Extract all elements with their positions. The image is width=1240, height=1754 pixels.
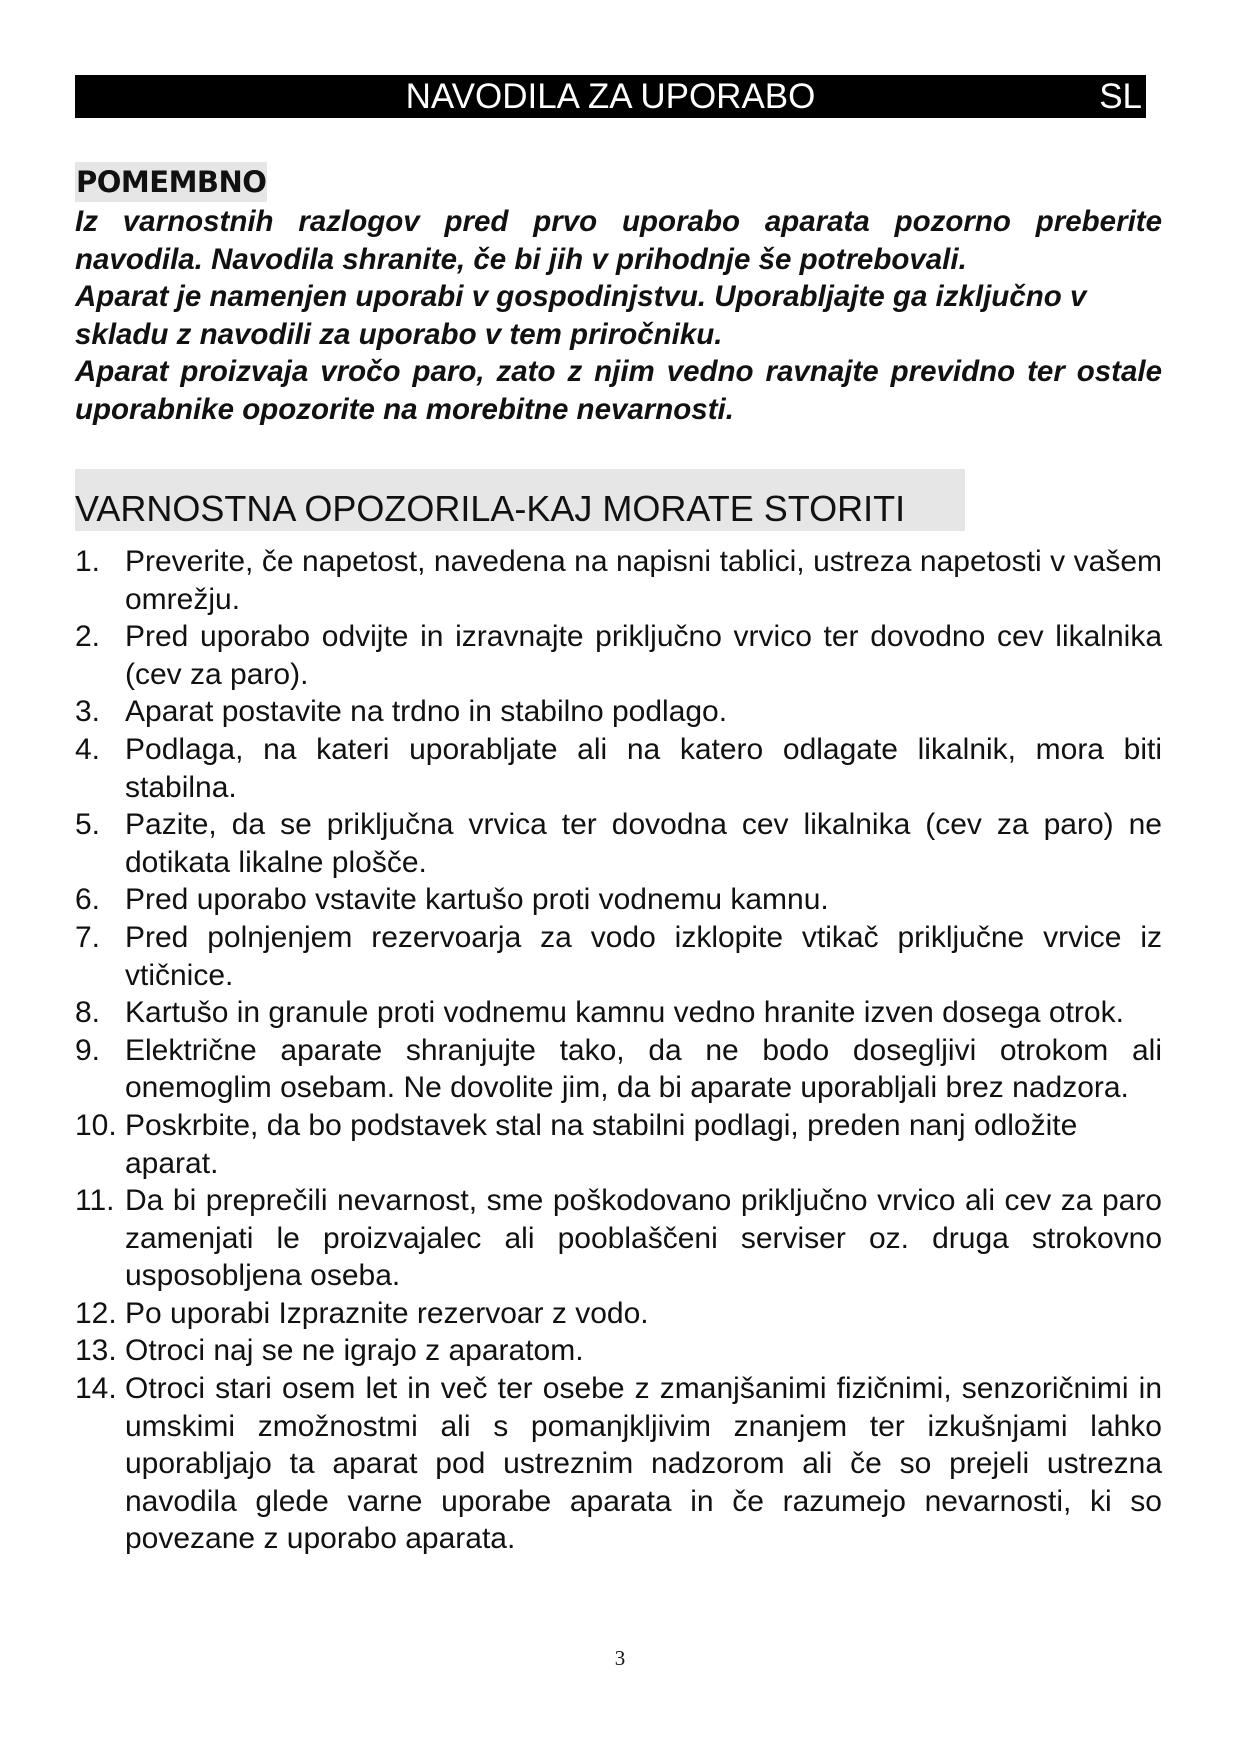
list-item bbox=[75, 994, 1162, 1032]
item-number: 5. bbox=[75, 808, 101, 842]
item-text: Električne aparate shranjujte tako, da ne bodo dosegljivi otrokom ali onemoglim osebam. Ne dovolite jim, da bi aparate uporabljali brez nadzora. bbox=[125, 1033, 1162, 1105]
item-number: 3. bbox=[75, 695, 101, 729]
list-item bbox=[75, 919, 1162, 994]
list-item bbox=[75, 1032, 1162, 1107]
item-text: Kartušo in granule proti vodnemu kamnu vedno hranite izven dosega otrok. bbox=[125, 996, 1124, 1030]
item-text: Pazite, da se priključna vrvica ter dovodna cev likalnika (cev za paro) ne dotikata likalne plošče. bbox=[125, 808, 1162, 879]
item-number: 6. bbox=[75, 883, 101, 917]
item-text: Da bi preprečili nevarnost, sme poškodovano priključno vrvico ali cev za paro zamenjati le proizvajalec ali pooblaščeni serviser oz. druga strokovno usposobljena oseba. bbox=[125, 1184, 1162, 1293]
list-item bbox=[75, 881, 1162, 919]
list-item bbox=[75, 1332, 1162, 1370]
list-item bbox=[75, 806, 1162, 881]
item-number: 7. bbox=[75, 920, 101, 954]
important-paragraph: Iz varnostnih razlogov pred prvo uporabo aparata pozorno preberite navodila. Navodila shranite, če bi jih v prihodnje še potrebovali. bbox=[75, 205, 1162, 276]
page-number: 3 bbox=[614, 1646, 626, 1670]
important-paragraph: Aparat je namenjen uporabi v gospodinjstvu. Uporabljajte ga izključno v skladu z navodili za uporabo v tem priročniku. bbox=[75, 280, 1087, 351]
item-number: 11. bbox=[75, 1184, 115, 1218]
list-item bbox=[75, 1370, 1162, 1558]
item-number: 9. bbox=[75, 1033, 101, 1067]
header-bar bbox=[75, 75, 1146, 118]
item-number: 2. bbox=[75, 620, 101, 654]
item-number: 12. bbox=[75, 1296, 117, 1330]
list-item bbox=[75, 731, 1162, 806]
list-item bbox=[75, 1107, 1162, 1182]
item-number: 4. bbox=[75, 732, 101, 766]
item-number: 13. bbox=[75, 1334, 117, 1368]
item-text: Aparat postavite na trdno in stabilno podlago. bbox=[125, 695, 728, 729]
item-text: Po uporabi Izpraznite rezervoar z vodo. bbox=[125, 1296, 649, 1330]
list-item bbox=[75, 1182, 1162, 1295]
item-text: Otroci stari osem let in več ter osebe z zmanjšanimi fizičnimi, senzoričnimi in umskimi zmožnostmi ali s pomanjkljivim znanjem ter izkušnjami lahko uporabljajo ta aparat pod ustreznim nadzorom ali če so prejeli ustrezna navodila glede varne uporabe aparata in če razumejo nevarnosti, ki so povezane z uporabo aparata. bbox=[125, 1372, 1162, 1556]
important-notice bbox=[75, 203, 1162, 429]
item-text: Poskrbite, da bo podstavek stal na stabilni podlagi, preden nanj odložite aparat. bbox=[125, 1108, 1078, 1180]
item-number: 8. bbox=[75, 996, 101, 1030]
list-item bbox=[75, 1295, 1162, 1333]
item-text: Pred uporabo vstavite kartušo proti vodnemu kamnu. bbox=[125, 883, 829, 917]
list-item bbox=[75, 618, 1162, 693]
list-item bbox=[75, 543, 1162, 618]
important-label: POMEMBNO bbox=[75, 162, 267, 202]
list-item bbox=[75, 693, 1162, 731]
item-text: Pred polnjenjem rezervoarja za vodo izklopite vtikač priključne vrvice iz vtičnice. bbox=[125, 920, 1162, 992]
item-number: 14. bbox=[75, 1372, 117, 1406]
item-number: 10. bbox=[75, 1108, 117, 1142]
language-code: SL bbox=[1099, 77, 1142, 116]
item-text: Otroci naj se ne igrajo z aparatom. bbox=[125, 1334, 584, 1368]
important-paragraph: Aparat proizvaja vročo paro, zato z njim vedno ravnajte previdno ter ostale uporabnike opozorite na morebitne nevarnosti. bbox=[75, 355, 1162, 426]
page-title: NAVODILA ZA UPORABO bbox=[405, 77, 816, 116]
section-heading bbox=[75, 469, 965, 531]
section-heading-text: VARNOSTNA OPOZORILA-KAJ MORATE STORITI bbox=[75, 488, 906, 529]
item-text: Podlaga, na kateri uporabljate ali na katero odlagate likalnik, mora biti stabilna. bbox=[125, 732, 1162, 804]
safety-warnings-list bbox=[75, 543, 1162, 1558]
item-text: Preverite, če napetost, navedena na napisni tablici, ustreza napetosti v vašem omrežju. bbox=[125, 545, 1162, 616]
item-number: 1. bbox=[75, 545, 101, 578]
item-text: Pred uporabo odvijte in izravnajte priključno vrvico ter dovodno cev likalnika (cev za paro). bbox=[125, 620, 1162, 691]
